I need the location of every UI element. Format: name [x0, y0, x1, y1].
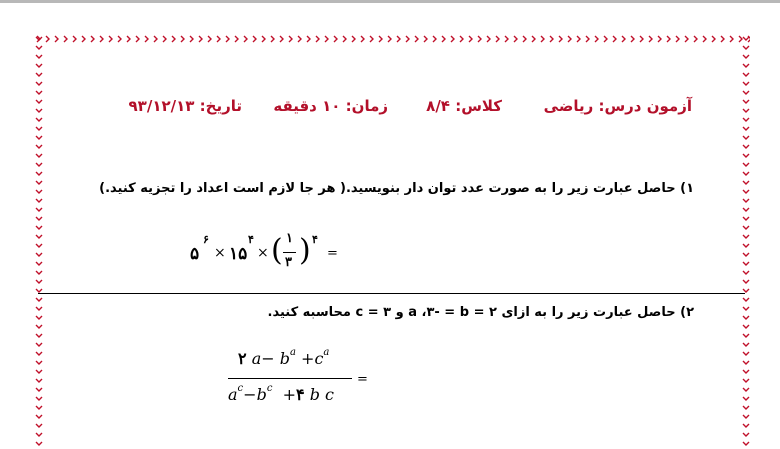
question-2-text: ۲) حاصل عبارت زیر را به ازای ۲ = a ،۳- = b و ۳ = c محاسبه کنید.	[267, 305, 694, 320]
class-label: کلاس: ۸/۴	[426, 97, 502, 115]
base-15: ۱۵	[229, 244, 248, 264]
var-b-denom-2: b	[309, 385, 320, 404]
minus-sign-denom: −	[243, 385, 257, 404]
fraction-bar	[283, 252, 296, 253]
fraction-bar-2	[228, 378, 352, 379]
exponent-4-first: ۴	[248, 233, 254, 246]
page-border-right	[742, 35, 750, 449]
fraction-denominator: ۳	[285, 255, 292, 270]
page-border-top	[35, 35, 750, 43]
window-top-edge	[0, 0, 780, 3]
question-1-expression	[190, 231, 350, 273]
coef-4: ۴	[296, 385, 305, 404]
date-label: تاریخ: ۹۳/۱۲/۱۳	[128, 97, 242, 115]
var-a: a	[251, 349, 262, 368]
minus-sign: −	[261, 349, 275, 368]
exp-a-2: a	[323, 347, 330, 358]
page-border-left	[35, 35, 43, 449]
fraction-denominator-2	[228, 385, 334, 404]
var-a-denom: a	[228, 385, 238, 404]
equals-sign-2: =	[357, 372, 368, 387]
equals-sign-1: =	[327, 246, 338, 261]
var-c-denom: c	[325, 385, 334, 404]
var-b-denom: b	[256, 385, 267, 404]
left-paren: (	[271, 233, 283, 268]
plus-sign: +	[301, 349, 315, 368]
times-sign-1: ×	[214, 245, 226, 261]
exam-subject: آزمون درس: ریاضی	[543, 97, 692, 115]
coef-2: ۲	[238, 349, 247, 368]
var-b: b	[279, 349, 290, 368]
times-sign-2: ×	[257, 245, 269, 261]
question-2-expression	[228, 345, 378, 407]
fraction-numerator: ۱	[286, 231, 293, 246]
exponent-6: ۶	[203, 233, 209, 246]
exp-a-1: a	[289, 347, 296, 358]
exp-c-2: c	[266, 383, 273, 394]
exp-c-1: c	[237, 383, 244, 394]
right-paren: )	[299, 233, 311, 268]
plus-sign-denom: +	[282, 385, 296, 404]
base-5: ۵	[190, 244, 200, 264]
section-divider	[38, 293, 745, 294]
fraction-numerator-2	[238, 349, 329, 368]
exponent-4-second: ۴	[312, 233, 318, 246]
time-label: زمان: ۱۰ دقیقه	[273, 97, 388, 115]
question-1-text: ۱) حاصل عبارت زیر را به صورت عدد توان دار بنویسید.( هر جا لازم است اعداد را تجزیه کنید.)	[99, 181, 694, 196]
var-c: c	[314, 349, 324, 368]
